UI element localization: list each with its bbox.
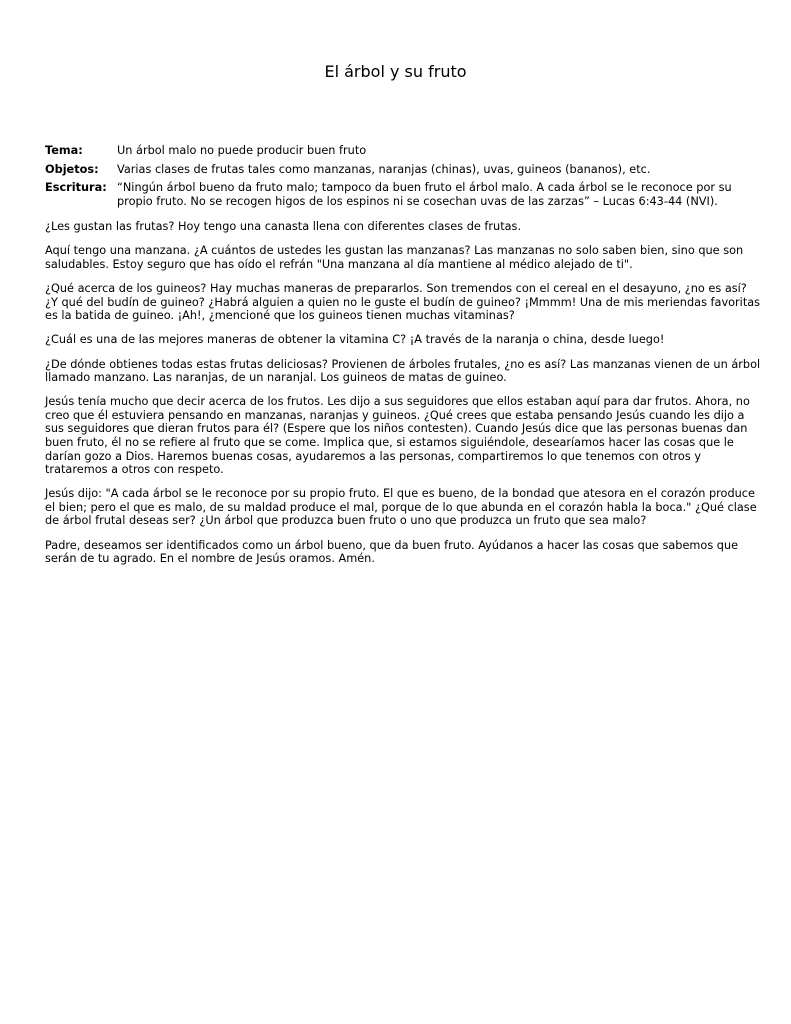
meta-value: Un árbol malo no puede producir buen fruto bbox=[117, 144, 367, 157]
meta-row-escritura bbox=[45, 181, 761, 208]
paragraph: ¿Qué acerca de los guineos? Hay muchas maneras de prepararlos. Son tremendos con el cereal en el desayuno, ¿no es así? ¿Y qué del budín de guineo? ¿Habrá alguien a quien no le guste el budín de guineo? ¡Mmmm! Una de mis meriendas favoritas es la batida de guineo. ¡Ah!, ¿mencioné que los guineos tienen muchas vitaminas? bbox=[45, 282, 761, 323]
paragraph: Aquí tengo una manzana. ¿A cuántos de ustedes les gustan las manzanas? Las manzanas no solo saben bien, sino que son saludables. Estoy seguro que has oído el refrán "Una manzana al día mantiene al médico alejado de ti". bbox=[45, 244, 744, 272]
meta-row-tema bbox=[45, 144, 761, 158]
meta-label: Tema: bbox=[45, 144, 83, 157]
meta-value: “Ningún árbol bueno da fruto malo; tampoco da buen fruto el árbol malo. A cada árbol se le reconoce por su propio fruto. No se recogen higos de los espinos ni se cosechan uvas de las zarzas” – Lucas 6:43-44 (NVI). bbox=[117, 181, 732, 208]
meta-value: Varias clases de frutas tales como manzanas, naranjas (chinas), uvas, guineos (bananos), etc. bbox=[117, 162, 651, 176]
document-body bbox=[45, 144, 761, 576]
page-title: El árbol y su fruto bbox=[324, 62, 467, 81]
paragraph: ¿Cuál es una de las mejores maneras de obtener la vitamina C? ¡A través de la naranja o china, desde luego! bbox=[45, 333, 665, 347]
meta-label: Escritura: bbox=[45, 181, 107, 195]
meta-row-objetos bbox=[45, 163, 761, 177]
closing-prayer: Padre, deseamos ser identificados como un árbol bueno, que da buen fruto. Ayúdanos a hacer las cosas que sabemos que serán de tu agrado. En el nombre de Jesús oramos. Amén. bbox=[45, 538, 739, 566]
lesson-meta bbox=[45, 144, 761, 208]
paragraph: Jesús tenía mucho que decir acerca de los frutos. Les dijo a sus seguidores que ellos estaban aquí para dar frutos. Ahora, no creo que él estuviera pensando en manzanas, naranjas y guineos. ¿Qué crees que estaba pensando Jesús cuando les dijo a sus seguidores que dieran frutos para él? (Espere que los niños contesten). Cuando Jesús dice que las personas buenas dan buen fruto, él no se refiere al fruto que se come. Implica que, si estamos siguiéndole, desearíamos hacer las cosas que le darían gozo a Dios. Haremos buenas cosas, ayudaremos a las personas, compartiremos lo que tenemos con otros y trataremos a otros con respeto. bbox=[45, 395, 750, 477]
paragraph: ¿De dónde obtienes todas estas frutas deliciosas? Provienen de árboles frutales, ¿no es así? Las manzanas vienen de un árbol llamado manzano. Las naranjas, de un naranjal. Los guineos de matas de guineo. bbox=[45, 357, 761, 385]
paragraph: ¿Les gustan las frutas? Hoy tengo una canasta llena con diferentes clases de frutas. bbox=[45, 220, 522, 234]
meta-label: Objetos: bbox=[45, 162, 99, 176]
paragraph: Jesús dijo: "A cada árbol se le reconoce por su propio fruto. El que es bueno, de la bondad que atesora en el corazón produce el bien; pero el que es malo, de su maldad produce el mal, porque de lo que abunda en el corazón habla la boca." ¿Qué clase de árbol frutal deseas ser? ¿Un árbol que produzca buen fruto o uno que produzca un fruto que sea malo? bbox=[45, 487, 757, 528]
